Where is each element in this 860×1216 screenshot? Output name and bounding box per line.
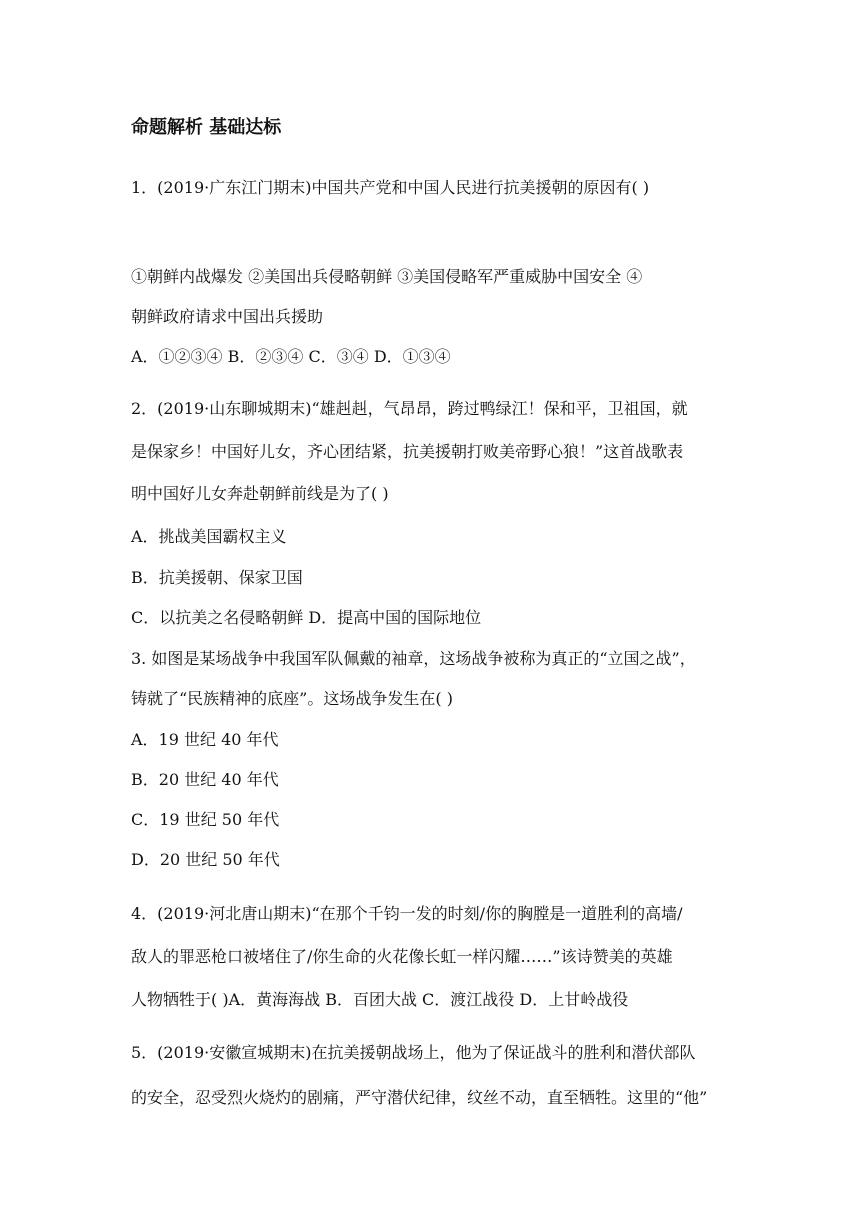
q1-options: A．①②③④ B．②③④ C．③④ D．①③④: [131, 347, 451, 366]
q1-stem-text: )中国共产党和中国人民进行抗美援朝的原因有( ): [305, 178, 650, 197]
q3-option-d: D．20 世纪 50 年代: [131, 850, 280, 869]
q2-number: 2．(2019·: [131, 399, 210, 418]
section-title: 命题解析 基础达标: [131, 117, 282, 138]
q3-option-a: A．19 世纪 40 年代: [131, 730, 279, 749]
q4-stem-line-1: [131, 903, 682, 925]
q1-items-line-1: ①朝鲜内战爆发 ②美国出兵侵略朝鲜 ③美国侵略军严重威胁中国安全 ④: [131, 267, 643, 286]
q4-number: 4．(2019·: [131, 904, 210, 923]
q5-number: 5．(2019·: [131, 1043, 210, 1062]
q2-option-cd: C．以抗美之名侵略朝鲜 D．提高中国的国际地位: [131, 608, 482, 627]
q3-stem-line-1: 3. 如图是某场战争中我国军队佩戴的袖章，这场战争被称为真正的“立国之战”，: [131, 649, 696, 668]
q3-option-b: B．20 世纪 40 年代: [131, 770, 279, 789]
q4-stem-line-2: 敌人的罪恶枪口被堵住了/你生命的火花像长虹一样闪耀……”该诗赞美的英雄: [131, 947, 673, 966]
q4-source: 河北唐山期末: [209, 904, 306, 923]
q4-stem-text: )“在那个千钧一发的时刻/你的胸膛是一道胜利的高墙/: [305, 904, 683, 923]
q3-stem-line-2: 铸就了“民族精神的底座”。这场战争发生在( ): [131, 689, 453, 708]
q2-stem-line-1: [131, 398, 688, 420]
q2-stem-line-3: 明中国好儿女奔赴朝鲜前线是为了( ): [131, 484, 389, 503]
q5-source: 安徽宣城期末: [209, 1043, 306, 1062]
q2-option-a: A．挑战美国霸权主义: [131, 527, 287, 546]
q1-number: 1．(2019·: [131, 178, 210, 197]
q2-option-b: B．抗美援朝、保家卫国: [131, 568, 303, 587]
q5-stem-line-2: 的安全，忍受烈火烧灼的剧痛，严守潜伏纪律，纹丝不动，直至牺牲。这里的“他”: [131, 1088, 708, 1107]
q1-items-line-2: 朝鲜政府请求中国出兵援助: [131, 307, 324, 326]
q2-source: 山东聊城期末: [209, 399, 306, 418]
q2-stem-line-2: 是保家乡！中国好儿女，齐心团结紧，抗美援朝打败美帝野心狼！”这首战歌表: [131, 442, 684, 461]
q1-stem: [131, 177, 649, 199]
q2-stem-text: )“雄赳赳，气昂昂，跨过鸭绿江！保和平，卫祖国，就: [305, 399, 688, 418]
q4-stem-line-3: 人物牺牲于( )A．黄海海战 B．百团大战 C．渡江战役 D．上甘岭战役: [131, 990, 629, 1009]
q5-stem-text: )在抗美援朝战场上，他为了保证战斗的胜利和潜伏部队: [305, 1043, 696, 1062]
q5-stem-line-1: [131, 1042, 696, 1064]
q1-source: 广东江门期末: [209, 178, 306, 197]
q3-option-c: C．19 世纪 50 年代: [131, 810, 280, 829]
